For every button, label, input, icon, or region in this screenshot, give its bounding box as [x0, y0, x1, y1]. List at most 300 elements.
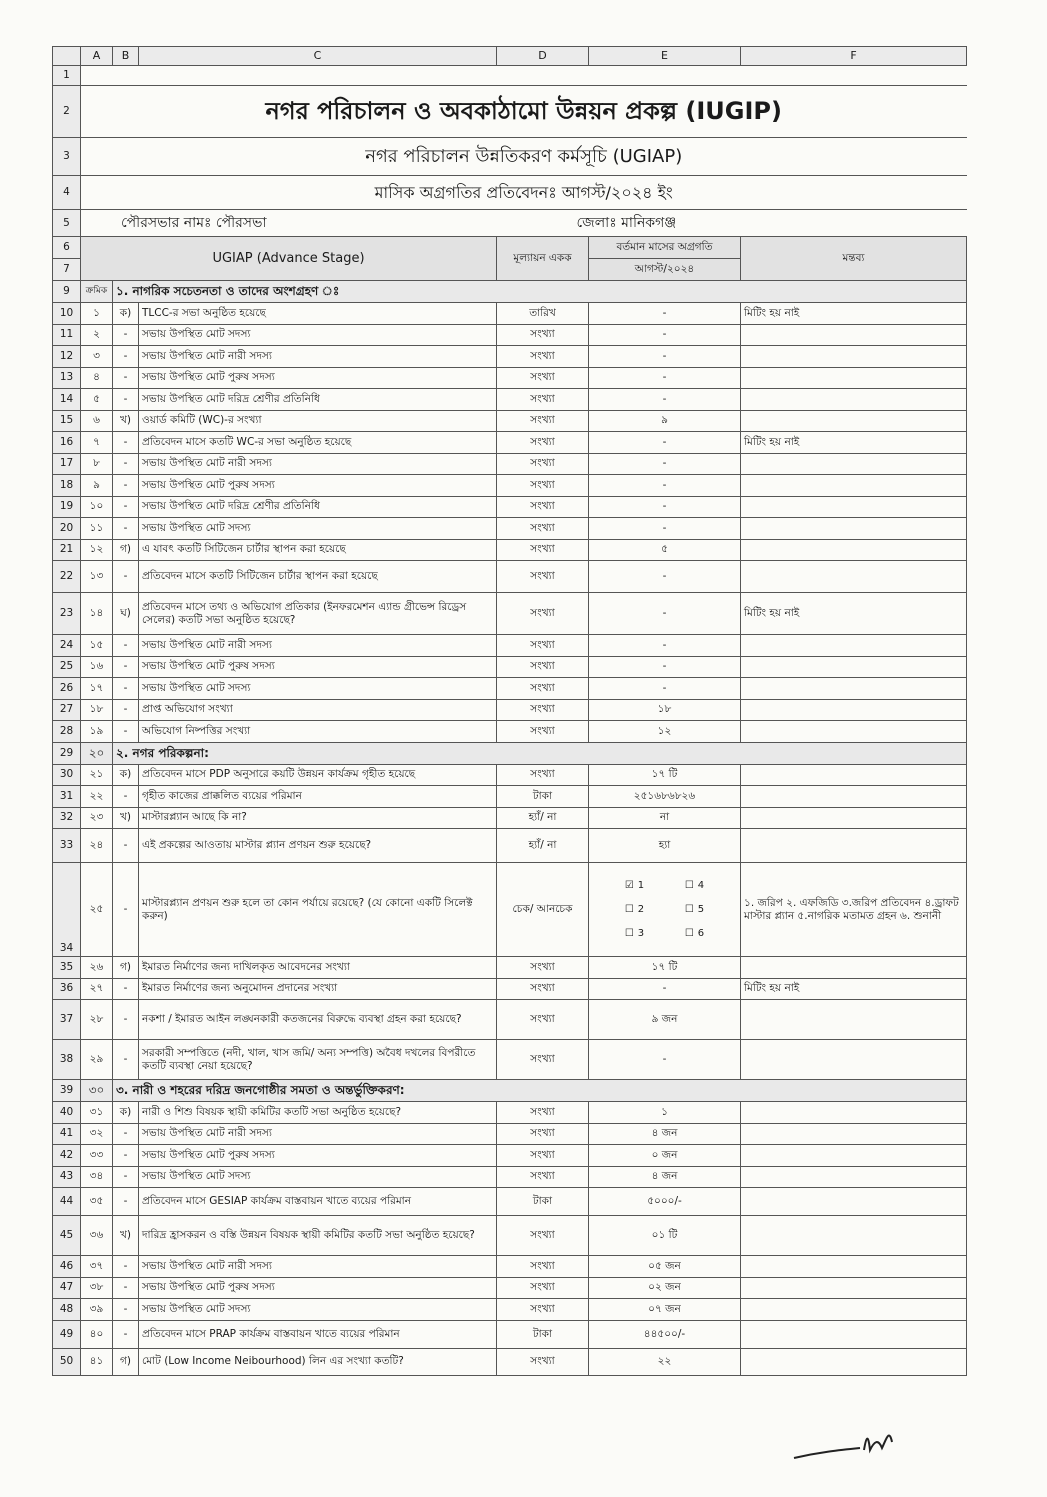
progress-cell[interactable]: ৪৪৫০০/-	[589, 1320, 741, 1348]
serial-cell[interactable]: ৩৭	[81, 1256, 113, 1278]
stage-checkbox[interactable]	[605, 928, 665, 940]
row-number[interactable]: 42	[53, 1145, 81, 1167]
description-cell[interactable]: সভায় উপস্থিত মোট নারী সদস্য	[139, 346, 497, 368]
row-number[interactable]: 10	[53, 303, 81, 325]
unit-cell[interactable]: তারিখ	[497, 303, 589, 325]
remarks-cell[interactable]	[741, 699, 967, 721]
row-number[interactable]: 11	[53, 324, 81, 346]
serial-cell[interactable]: ৭	[81, 432, 113, 454]
serial-cell[interactable]: ২	[81, 324, 113, 346]
serial-cell[interactable]: ২৪	[81, 829, 113, 863]
item-label-cell[interactable]: -	[113, 1299, 139, 1321]
row-number[interactable]: 30	[53, 764, 81, 786]
item-label-cell[interactable]: -	[113, 721, 139, 743]
description-cell[interactable]: মাস্টারপ্ল্যান প্রণয়ন শুরু হলে তা কোন পর্যায়ে রয়েছে? (যে কোনো একটি সিলেক্ট করুন)	[139, 863, 497, 957]
unit-cell[interactable]: সংখ্যা	[497, 1216, 589, 1256]
remarks-cell[interactable]	[741, 957, 967, 979]
serial-cell[interactable]: ৫	[81, 389, 113, 411]
unit-cell[interactable]: সংখ্যা	[497, 978, 589, 1000]
description-cell[interactable]: সভায় উপস্থিত মোট পুরুষ সদস্য	[139, 367, 497, 389]
serial-cell[interactable]: ৮	[81, 453, 113, 475]
unit-cell[interactable]: সংখ্যা	[497, 561, 589, 593]
description-cell[interactable]: সভায় উপস্থিত মোট নারী সদস্য	[139, 635, 497, 657]
description-cell[interactable]: সভায় উপস্থিত মোট সদস্য	[139, 324, 497, 346]
progress-cell[interactable]: ০৫ জন	[589, 1256, 741, 1278]
unit-cell[interactable]: সংখ্যা	[497, 635, 589, 657]
serial-cell[interactable]: ৩	[81, 346, 113, 368]
section-title[interactable]: ৩. নারী ও শহরের দরিদ্র জনগোষ্ঠীর সমতা ও অন্তর্ভুক্তিকরণ:	[113, 1080, 967, 1102]
row-number[interactable]: 37	[53, 1000, 81, 1040]
row-number[interactable]: 20	[53, 518, 81, 540]
unit-cell[interactable]: সংখ্যা	[497, 367, 589, 389]
progress-cell[interactable]: ২৫১৬৮৬৮২৬	[589, 786, 741, 808]
serial-cell[interactable]: ৯	[81, 475, 113, 497]
progress-cell[interactable]: ৪ জন	[589, 1166, 741, 1188]
stage-checkboxes[interactable]	[589, 863, 741, 957]
serial-cell[interactable]: ৪	[81, 367, 113, 389]
serial-cell[interactable]: ২৫	[81, 863, 113, 957]
item-label-cell[interactable]: ক)	[113, 1102, 139, 1124]
row-number[interactable]: 15	[53, 410, 81, 432]
unit-cell[interactable]: সংখ্যা	[497, 678, 589, 700]
row-number[interactable]: 22	[53, 561, 81, 593]
progress-cell[interactable]: ৫০০০/-	[589, 1188, 741, 1216]
serial-cell[interactable]: ১৬	[81, 656, 113, 678]
description-cell[interactable]: সভায় উপস্থিত মোট পুরুষ সদস্য	[139, 475, 497, 497]
unit-cell[interactable]: সংখ্যা	[497, 699, 589, 721]
row-number[interactable]: 17	[53, 453, 81, 475]
description-cell[interactable]: মোট (Low Income Neibourhood) লিন এর সংখ্যা কতটি?	[139, 1348, 497, 1375]
item-label-cell[interactable]: -	[113, 1188, 139, 1216]
item-label-cell[interactable]: -	[113, 699, 139, 721]
stage-checkbox[interactable]	[605, 880, 665, 892]
row-number[interactable]: 41	[53, 1123, 81, 1145]
item-label-cell[interactable]: -	[113, 367, 139, 389]
item-label-cell[interactable]: খ)	[113, 807, 139, 829]
description-cell[interactable]: সরকারী সম্পত্তিতে (নদী, খাল, খাস জমি/ অন্য সম্পত্তি) অবৈধ দখলের বিপরীতে কতটি ব্যবস্থা নেয়া হয়েছে?	[139, 1040, 497, 1080]
unit-cell[interactable]: সংখ্যা	[497, 1348, 589, 1375]
description-cell[interactable]: সভায় উপস্থিত মোট নারী সদস্য	[139, 1256, 497, 1278]
row-number[interactable]: 43	[53, 1166, 81, 1188]
remarks-cell[interactable]	[741, 367, 967, 389]
item-label-cell[interactable]: গ)	[113, 539, 139, 561]
item-label-cell[interactable]: গ)	[113, 1348, 139, 1375]
remarks-cell[interactable]	[741, 1256, 967, 1278]
row-number[interactable]: 47	[53, 1277, 81, 1299]
remarks-cell[interactable]: ১. জরিপ ২. এফজিডি ৩.জরিপ প্রতিবেদন ৪.ড্রাফট মাস্টার প্ল্যান ৫.নাগরিক মতামত গ্রহন ৬. শুনানী	[741, 863, 967, 957]
serial-cell[interactable]: ৪০	[81, 1320, 113, 1348]
progress-cell[interactable]: ১৮	[589, 699, 741, 721]
description-cell[interactable]: সভায় উপস্থিত মোট সদস্য	[139, 518, 497, 540]
progress-cell[interactable]: -	[589, 496, 741, 518]
description-cell[interactable]: ইমারত নির্মাণের জন্য অনুমোদন প্রদানের সংখ্যা	[139, 978, 497, 1000]
row-number[interactable]: 28	[53, 721, 81, 743]
row-number[interactable]: 35	[53, 957, 81, 979]
progress-cell[interactable]: ১	[589, 1102, 741, 1124]
remarks-cell[interactable]: মিটিং হয় নাই	[741, 303, 967, 325]
unit-cell[interactable]: সংখ্যা	[497, 1145, 589, 1167]
row-number[interactable]: 32	[53, 807, 81, 829]
item-label-cell[interactable]: -	[113, 518, 139, 540]
item-label-cell[interactable]: -	[113, 656, 139, 678]
unit-cell[interactable]: হ্যাঁ/ না	[497, 807, 589, 829]
row-number[interactable]: 34	[53, 863, 81, 957]
row-number[interactable]: 25	[53, 656, 81, 678]
unit-cell[interactable]: সংখ্যা	[497, 764, 589, 786]
remarks-cell[interactable]	[741, 656, 967, 678]
row-number[interactable]: 29	[53, 742, 81, 764]
serial-cell[interactable]: ২১	[81, 764, 113, 786]
progress-cell[interactable]: ৯ জন	[589, 1000, 741, 1040]
row-number[interactable]: 18	[53, 475, 81, 497]
row-number[interactable]: 12	[53, 346, 81, 368]
row-number[interactable]: 19	[53, 496, 81, 518]
remarks-cell[interactable]: মিটিং হয় নাই	[741, 978, 967, 1000]
unit-cell[interactable]: সংখ্যা	[497, 593, 589, 635]
serial-cell[interactable]: ১৭	[81, 678, 113, 700]
progress-cell[interactable]: ০৭ জন	[589, 1299, 741, 1321]
serial-cell[interactable]: ৩৮	[81, 1277, 113, 1299]
item-label-cell[interactable]: -	[113, 432, 139, 454]
serial-cell[interactable]: ২৬	[81, 957, 113, 979]
stage-checkbox[interactable]	[605, 904, 665, 916]
remarks-cell[interactable]	[741, 1188, 967, 1216]
description-cell[interactable]: প্রতিবেদন মাসে PDP অনুসারে কয়টি উন্নয়ন কার্যক্রম গৃহীত হয়েছে	[139, 764, 497, 786]
item-label-cell[interactable]: -	[113, 1040, 139, 1080]
unit-cell[interactable]: সংখ্যা	[497, 432, 589, 454]
progress-cell[interactable]: ০২ জন	[589, 1277, 741, 1299]
remarks-cell[interactable]	[741, 1348, 967, 1375]
progress-cell[interactable]: -	[589, 518, 741, 540]
progress-cell[interactable]: ৯	[589, 410, 741, 432]
progress-cell[interactable]: -	[589, 367, 741, 389]
unit-cell[interactable]: সংখ্যা	[497, 475, 589, 497]
row-number[interactable]: 16	[53, 432, 81, 454]
item-label-cell[interactable]: -	[113, 1145, 139, 1167]
description-cell[interactable]: গৃহীত কাজের প্রাক্কলিত ব্যয়ের পরিমান	[139, 786, 497, 808]
progress-cell[interactable]: ৫	[589, 539, 741, 561]
serial-cell[interactable]: ৩১	[81, 1102, 113, 1124]
unit-cell[interactable]: সংখ্যা	[497, 518, 589, 540]
unit-cell[interactable]: সংখ্যা	[497, 410, 589, 432]
row-number[interactable]: 31	[53, 786, 81, 808]
description-cell[interactable]: সভায় উপস্থিত মোট নারী সদস্য	[139, 1123, 497, 1145]
item-label-cell[interactable]: -	[113, 475, 139, 497]
row-number[interactable]: 14	[53, 389, 81, 411]
serial-cell[interactable]: ১০	[81, 496, 113, 518]
col-header-a[interactable]: A	[81, 47, 113, 66]
remarks-cell[interactable]	[741, 1102, 967, 1124]
serial-cell[interactable]: ২০	[81, 742, 113, 764]
description-cell[interactable]: TLCC-র সভা অনুষ্ঠিত হয়েছে	[139, 303, 497, 325]
progress-cell[interactable]: -	[589, 635, 741, 657]
remarks-cell[interactable]	[741, 1166, 967, 1188]
progress-cell[interactable]: -	[589, 561, 741, 593]
row-number[interactable]: 2	[53, 86, 81, 138]
unit-cell[interactable]: সংখ্যা	[497, 1000, 589, 1040]
description-cell[interactable]: প্রতিবেদন মাসে কতটি WC-র সভা অনুষ্ঠিত হয়েছে	[139, 432, 497, 454]
item-label-cell[interactable]: খ)	[113, 410, 139, 432]
description-cell[interactable]: প্রাপ্ত অভিযোগ সংখ্যা	[139, 699, 497, 721]
unit-cell[interactable]: টাকা	[497, 1188, 589, 1216]
section-title[interactable]: ২. নগর পরিকল্পনা:	[113, 742, 967, 764]
description-cell[interactable]: ইমারত নির্মাণের জন্য দাখিলকৃত আবেদনের সংখ্যা	[139, 957, 497, 979]
description-cell[interactable]: প্রতিবেদন মাসে তথ্য ও অভিযোগ প্রতিকার (ইনফরমেশন এ্যান্ড গ্রীভেন্স রিড্রেস সেলের) কতটি সভা অনুষ্ঠিত হয়েছে?	[139, 593, 497, 635]
description-cell[interactable]: এ যাবৎ কতটি সিটিজেন চার্টার স্থাপন করা হয়েছে	[139, 539, 497, 561]
progress-cell[interactable]: -	[589, 656, 741, 678]
progress-cell[interactable]: ১৭ টি	[589, 764, 741, 786]
remarks-cell[interactable]	[741, 518, 967, 540]
unit-cell[interactable]: সংখ্যা	[497, 389, 589, 411]
description-cell[interactable]: সভায় উপস্থিত মোট পুরুষ সদস্য	[139, 656, 497, 678]
serial-cell[interactable]: ১২	[81, 539, 113, 561]
serial-cell[interactable]: ৩০	[81, 1080, 113, 1102]
unit-cell[interactable]: সংখ্যা	[497, 1123, 589, 1145]
item-label-cell[interactable]: খ)	[113, 1216, 139, 1256]
item-label-cell[interactable]: -	[113, 389, 139, 411]
serial-cell[interactable]: ১৪	[81, 593, 113, 635]
unit-cell[interactable]: সংখ্যা	[497, 496, 589, 518]
description-cell[interactable]: সভায় উপস্থিত মোট পুরুষ সদস্য	[139, 1145, 497, 1167]
description-cell[interactable]: প্রতিবেদন মাসে GESIAP কার্যক্রম বাস্তবায়ন খাতে ব্যয়ের পরিমান	[139, 1188, 497, 1216]
item-label-cell[interactable]: -	[113, 1256, 139, 1278]
unit-cell[interactable]: সংখ্যা	[497, 1102, 589, 1124]
row-number[interactable]: 33	[53, 829, 81, 863]
description-cell[interactable]: দারিদ্র হ্রাসকরন ও বস্তি উন্নয়ন বিষয়ক স্থায়ী কমিটির কতটি সভা অনুষ্ঠিত হয়েছে?	[139, 1216, 497, 1256]
row-number[interactable]: 49	[53, 1320, 81, 1348]
item-label-cell[interactable]: -	[113, 678, 139, 700]
description-cell[interactable]: সভায় উপস্থিত মোট সদস্য	[139, 1299, 497, 1321]
row-number[interactable]: 7	[53, 259, 81, 281]
row-number[interactable]: 44	[53, 1188, 81, 1216]
unit-cell[interactable]: চেক/ আনচেক	[497, 863, 589, 957]
progress-cell[interactable]: -	[589, 346, 741, 368]
item-label-cell[interactable]: -	[113, 863, 139, 957]
remarks-cell[interactable]	[741, 324, 967, 346]
serial-cell[interactable]: ৩৯	[81, 1299, 113, 1321]
remarks-cell[interactable]	[741, 1123, 967, 1145]
col-header-b[interactable]: B	[113, 47, 139, 66]
remarks-cell[interactable]: মিটিং হয় নাই	[741, 593, 967, 635]
progress-cell[interactable]: ২২	[589, 1348, 741, 1375]
item-label-cell[interactable]: -	[113, 346, 139, 368]
progress-cell[interactable]: ০ জন	[589, 1145, 741, 1167]
remarks-cell[interactable]	[741, 1216, 967, 1256]
row-number[interactable]: 13	[53, 367, 81, 389]
stage-checkbox[interactable]	[665, 880, 725, 892]
progress-cell[interactable]: -	[589, 475, 741, 497]
serial-cell[interactable]: ২২	[81, 786, 113, 808]
description-cell[interactable]: সভায় উপস্থিত মোট দরিদ্র শ্রেণীর প্রতিনিধি	[139, 496, 497, 518]
serial-cell[interactable]: ৩৩	[81, 1145, 113, 1167]
unit-cell[interactable]: সংখ্যা	[497, 539, 589, 561]
progress-cell[interactable]: ৪ জন	[589, 1123, 741, 1145]
description-cell[interactable]: নারী ও শিশু বিষয়ক স্থায়ী কমিটির কতটি সভা অনুষ্ঠিত হয়েছে?	[139, 1102, 497, 1124]
row-number[interactable]: 4	[53, 176, 81, 210]
serial-cell[interactable]: ৪১	[81, 1348, 113, 1375]
remarks-cell[interactable]	[741, 721, 967, 743]
progress-cell[interactable]: হ্যা	[589, 829, 741, 863]
serial-cell[interactable]: ১	[81, 303, 113, 325]
description-cell[interactable]: সভায় উপস্থিত মোট সদস্য	[139, 678, 497, 700]
description-cell[interactable]: সভায় উপস্থিত মোট পুরুষ সদস্য	[139, 1277, 497, 1299]
item-label-cell[interactable]: -	[113, 453, 139, 475]
row-number[interactable]: 45	[53, 1216, 81, 1256]
remarks-cell[interactable]	[741, 410, 967, 432]
row-number[interactable]: 23	[53, 593, 81, 635]
item-label-cell[interactable]: -	[113, 1123, 139, 1145]
unit-cell[interactable]: সংখ্যা	[497, 1040, 589, 1080]
remarks-cell[interactable]: মিটিং হয় নাই	[741, 432, 967, 454]
remarks-cell[interactable]	[741, 475, 967, 497]
progress-cell[interactable]: না	[589, 807, 741, 829]
remarks-cell[interactable]	[741, 453, 967, 475]
row-number[interactable]: 46	[53, 1256, 81, 1278]
description-cell[interactable]: প্রতিবেদন মাসে PRAP কার্যক্রম বাস্তবায়ন খাতে ব্যয়ের পরিমান	[139, 1320, 497, 1348]
unit-cell[interactable]: সংখ্যা	[497, 324, 589, 346]
stage-checkbox[interactable]	[665, 928, 725, 940]
progress-cell[interactable]: -	[589, 303, 741, 325]
remarks-cell[interactable]	[741, 807, 967, 829]
stage-checkbox[interactable]	[665, 904, 725, 916]
serial-cell[interactable]: ২৮	[81, 1000, 113, 1040]
serial-cell[interactable]: ৩২	[81, 1123, 113, 1145]
progress-cell[interactable]: -	[589, 432, 741, 454]
unit-cell[interactable]: টাকা	[497, 786, 589, 808]
progress-cell[interactable]: -	[589, 593, 741, 635]
unit-cell[interactable]: সংখ্যা	[497, 346, 589, 368]
row-number[interactable]: 26	[53, 678, 81, 700]
remarks-cell[interactable]	[741, 389, 967, 411]
description-cell[interactable]: ওয়ার্ড কমিটি (WC)-র সংখ্যা	[139, 410, 497, 432]
row-number[interactable]: 5	[53, 210, 81, 237]
item-label-cell[interactable]: -	[113, 978, 139, 1000]
progress-cell[interactable]: -	[589, 678, 741, 700]
unit-cell[interactable]: সংখ্যা	[497, 957, 589, 979]
progress-cell[interactable]: -	[589, 978, 741, 1000]
unit-cell[interactable]: সংখ্যা	[497, 453, 589, 475]
row-number[interactable]: 50	[53, 1348, 81, 1375]
row-number[interactable]: 36	[53, 978, 81, 1000]
row-number[interactable]: 38	[53, 1040, 81, 1080]
row-number[interactable]: 24	[53, 635, 81, 657]
item-label-cell[interactable]: ক)	[113, 303, 139, 325]
col-header-f[interactable]: F	[741, 47, 967, 66]
serial-cell[interactable]: ৩৬	[81, 1216, 113, 1256]
remarks-cell[interactable]	[741, 1320, 967, 1348]
unit-cell[interactable]: সংখ্যা	[497, 1277, 589, 1299]
unit-cell[interactable]: সংখ্যা	[497, 721, 589, 743]
unit-cell[interactable]: হ্যাঁ/ না	[497, 829, 589, 863]
progress-cell[interactable]: ০১ টি	[589, 1216, 741, 1256]
serial-cell[interactable]: ১১	[81, 518, 113, 540]
col-header-d[interactable]: D	[497, 47, 589, 66]
row-number[interactable]: 21	[53, 539, 81, 561]
col-header-c[interactable]: C	[139, 47, 497, 66]
description-cell[interactable]: এই প্রকল্পের আওতায় মাস্টার প্ল্যান প্রণয়ন শুরু হয়েছে?	[139, 829, 497, 863]
remarks-cell[interactable]	[741, 539, 967, 561]
remarks-cell[interactable]	[741, 1000, 967, 1040]
serial-cell[interactable]: ২৩	[81, 807, 113, 829]
col-header-e[interactable]: E	[589, 47, 741, 66]
serial-cell[interactable]: ৩৫	[81, 1188, 113, 1216]
serial-cell[interactable]: ২৯	[81, 1040, 113, 1080]
row-number[interactable]: 39	[53, 1080, 81, 1102]
item-label-cell[interactable]: -	[113, 1000, 139, 1040]
unit-cell[interactable]: সংখ্যা	[497, 656, 589, 678]
remarks-cell[interactable]	[741, 1145, 967, 1167]
item-label-cell[interactable]: গ)	[113, 957, 139, 979]
serial-cell[interactable]: ১৩	[81, 561, 113, 593]
unit-cell[interactable]: টাকা	[497, 1320, 589, 1348]
row-number[interactable]: 1	[53, 66, 81, 86]
remarks-cell[interactable]	[741, 786, 967, 808]
row-number[interactable]: 3	[53, 138, 81, 176]
row-number[interactable]: 48	[53, 1299, 81, 1321]
remarks-cell[interactable]	[741, 346, 967, 368]
item-label-cell[interactable]: -	[113, 829, 139, 863]
description-cell[interactable]: সভায় উপস্থিত মোট নারী সদস্য	[139, 453, 497, 475]
description-cell[interactable]: সভায় উপস্থিত মোট দরিদ্র শ্রেণীর প্রতিনিধি	[139, 389, 497, 411]
serial-cell[interactable]: ১৫	[81, 635, 113, 657]
row-number[interactable]: 9	[53, 281, 81, 303]
item-label-cell[interactable]: -	[113, 561, 139, 593]
serial-cell[interactable]: ১৮	[81, 699, 113, 721]
serial-cell[interactable]: ২৭	[81, 978, 113, 1000]
description-cell[interactable]: অভিযোগ নিষ্পত্তির সংখ্যা	[139, 721, 497, 743]
item-label-cell[interactable]: -	[113, 324, 139, 346]
row-number[interactable]: 40	[53, 1102, 81, 1124]
remarks-cell[interactable]	[741, 764, 967, 786]
progress-cell[interactable]: ১২	[589, 721, 741, 743]
row-number[interactable]: 6	[53, 237, 81, 259]
serial-cell[interactable]: ৩৪	[81, 1166, 113, 1188]
progress-cell[interactable]: -	[589, 1040, 741, 1080]
item-label-cell[interactable]: -	[113, 1320, 139, 1348]
item-label-cell[interactable]: ঘ)	[113, 593, 139, 635]
item-label-cell[interactable]: -	[113, 786, 139, 808]
description-cell[interactable]: নকশা / ইমারত আইন লঙ্ঘনকারী কতজনের বিরুদ্ধে ব্যবস্থা গ্রহন করা হয়েছে?	[139, 1000, 497, 1040]
row-number[interactable]: 27	[53, 699, 81, 721]
progress-cell[interactable]: -	[589, 324, 741, 346]
remarks-cell[interactable]	[741, 561, 967, 593]
remarks-cell[interactable]	[741, 1277, 967, 1299]
description-cell[interactable]: সভায় উপস্থিত মোট সদস্য	[139, 1166, 497, 1188]
unit-cell[interactable]: সংখ্যা	[497, 1299, 589, 1321]
item-label-cell[interactable]: -	[113, 496, 139, 518]
serial-cell[interactable]: ৬	[81, 410, 113, 432]
corner-cell[interactable]	[53, 47, 81, 66]
serial-cell[interactable]: ১৯	[81, 721, 113, 743]
remarks-cell[interactable]	[741, 829, 967, 863]
unit-cell[interactable]: সংখ্যা	[497, 1166, 589, 1188]
remarks-cell[interactable]	[741, 1299, 967, 1321]
description-cell[interactable]: প্রতিবেদন মাসে কতটি সিটিজেন চার্টার স্থাপন করা হয়েছে	[139, 561, 497, 593]
remarks-cell[interactable]	[741, 635, 967, 657]
remarks-cell[interactable]	[741, 496, 967, 518]
progress-cell[interactable]: -	[589, 453, 741, 475]
item-label-cell[interactable]: -	[113, 1166, 139, 1188]
item-label-cell[interactable]: -	[113, 1277, 139, 1299]
progress-cell[interactable]: ১৭ টি	[589, 957, 741, 979]
item-label-cell[interactable]: -	[113, 635, 139, 657]
unit-cell[interactable]: সংখ্যা	[497, 1256, 589, 1278]
remarks-cell[interactable]	[741, 678, 967, 700]
progress-cell[interactable]: -	[589, 389, 741, 411]
remarks-cell[interactable]	[741, 1040, 967, 1080]
item-label-cell[interactable]: ক)	[113, 764, 139, 786]
description-cell[interactable]: মাস্টারপ্ল্যান আছে কি না?	[139, 807, 497, 829]
